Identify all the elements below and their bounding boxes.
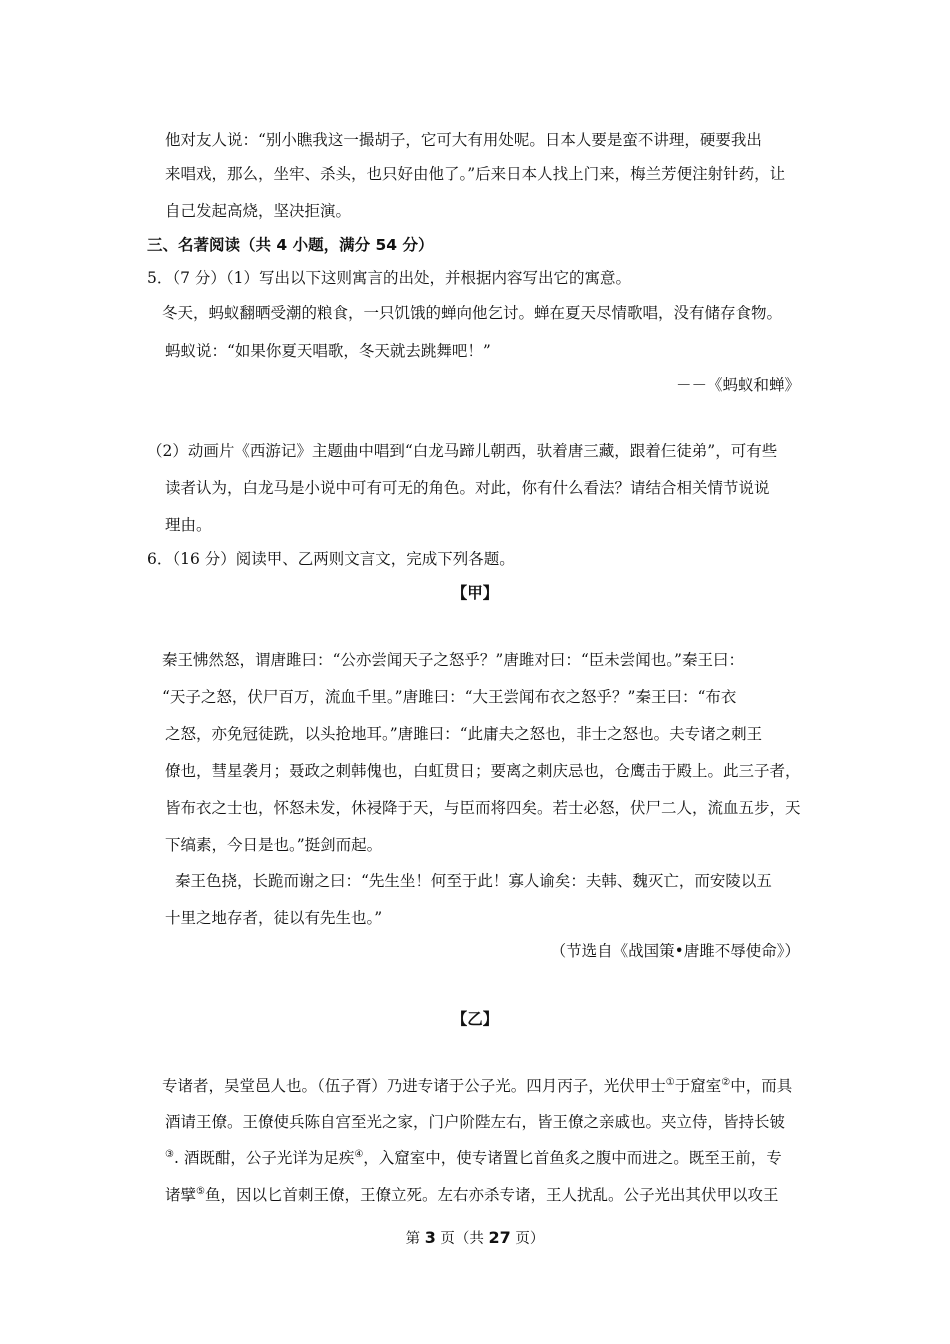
footnote-mark-3: ③ — [165, 1148, 174, 1160]
jia-line-1: 秦王怫然怒，谓唐雎曰：“公亦尝闻天子之怒乎？”唐雎对曰：“臣未尝闻也。”秦王曰： — [162, 651, 744, 669]
footnote-mark-5: ⑤ — [196, 1185, 205, 1197]
jia-line-5: 皆布衣之士也，怀怒未发，休祲降于天，与臣而将四矣。若士必怒，伏尸二人，流血五步，天 — [165, 799, 801, 817]
jia-heading: 【甲】 — [451, 584, 499, 602]
yi-line-2: 酒请王僚。王僚使兵陈自宫至光之家，门户阶陛左右，皆王僚之亲戚也。夹立侍，皆持长铍 — [165, 1113, 786, 1131]
intro-line-3: 自己发起高烧，坚决拒演。 — [165, 202, 352, 220]
jia-line-8: 十里之地存者，徒以有先生也。” — [165, 909, 383, 927]
intro-line-1: 他对友人说：“别小瞧我这一撮胡子，它可大有用处呢。日本人要是蛮不讲理，硬要我出 — [165, 131, 762, 149]
jia-line-6: 下缟素，今日是也。”挺剑而起。 — [165, 836, 383, 854]
q5-fable-line-1: 冬天，蚂蚁翻晒受潮的粮食，一只饥饿的蝉向他乞讨。蝉在夏天尽情歌唱，没有储存食物。 — [162, 304, 783, 322]
q5-fable-source: －－《蚂蚁和蝉》 — [675, 376, 800, 394]
section-heading: 三、名著阅读（共 4 小题，满分 54 分） — [147, 236, 434, 254]
q5-part2-line-1: （2）动画片《西游记》主题曲中唱到“白龙马蹄儿朝西，驮着唐三藏，跟着仨徒弟”，可有些 — [147, 442, 778, 460]
q6-title: 6．（16 分）阅读甲、乙两则文言文，完成下列各题。 — [147, 550, 515, 568]
q5-fable-line-2: 蚂蚁说：“如果你夏天唱歌，冬天就去跳舞吧！” — [165, 342, 491, 360]
footnote-mark-4: ④ — [354, 1148, 364, 1160]
yi-line-4: 诸擘⑤鱼，因以匕首刺王僚，王僚立死。左右亦杀专诸，王人扰乱。公子光出其伏甲以攻王 — [165, 1185, 779, 1204]
page-total: 27 — [488, 1228, 511, 1247]
intro-line-2: 来唱戏，那么，坐牢、杀头，也只好由他了。”后来日本人找上门来，梅兰芳便注射针药，让 — [165, 165, 786, 183]
jia-line-4: 僚也，彗星袭月；聂政之刺韩傀也，白虹贯日；要离之刺庆忌也，仓鹰击于殿上。此三子者， — [165, 762, 801, 780]
footnote-mark-1: ① — [665, 1076, 675, 1088]
yi-line-3: ③. 酒既酣，公子光详为足疾④，入窟室中，使专诸置匕首鱼炙之腹中而进之。既至王前，专 — [165, 1148, 782, 1167]
jia-line-2: “天子之怒，伏尸百万，流血千里。”唐雎曰：“大王尝闻布衣之怒乎？”秦王曰：“布衣 — [162, 688, 737, 706]
page-footer: 第 3 页（共 27 页） — [405, 1228, 545, 1247]
q5-part2-line-3: 理由。 — [165, 516, 212, 534]
page-number: 3 — [424, 1228, 436, 1247]
footnote-mark-2: ② — [721, 1076, 731, 1088]
q5-part2-line-2: 读者认为，白龙马是小说中可有可无的角色。对此，你有什么看法？请结合相关情节说说 — [165, 479, 770, 497]
jia-line-7: 秦王色挠，长跪而谢之曰：“先生坐！何至于此！寡人谕矣：夫韩、魏灭亡，而安陵以五 — [175, 872, 772, 890]
yi-heading: 【乙】 — [451, 1010, 499, 1028]
jia-line-3: 之怒，亦免冠徒跣，以头抢地耳。”唐雎曰：“此庸夫之怒也，非士之怒也。夫专诸之刺王 — [165, 725, 763, 743]
q5-title: 5．（7 分）（1）写出以下这则寓言的出处，并根据内容写出它的寓意。 — [147, 269, 632, 287]
jia-source: （节选自《战国策•唐雎不辱使命》） — [550, 942, 800, 960]
yi-line-1: 专诸者，吴堂邑人也。（伍子胥）乃进专诸于公子光。四月丙子，光伏甲士①于窟室②中，而具 — [162, 1076, 793, 1095]
